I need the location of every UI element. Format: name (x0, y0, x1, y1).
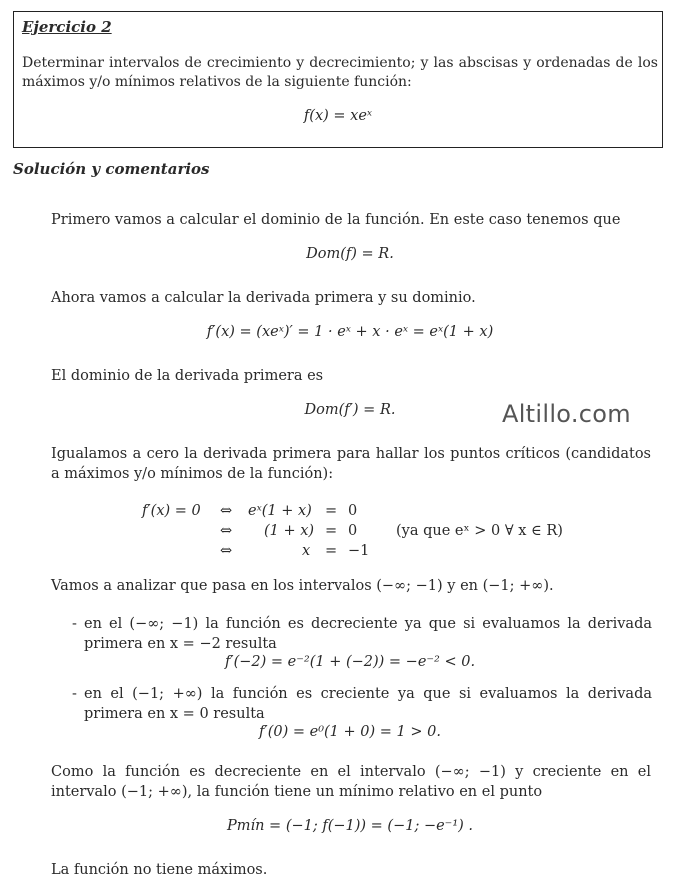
equation-eval-0: f′(0) = e⁰(1 + 0) = 1 > 0. (259, 724, 441, 740)
exercise-box (13, 11, 663, 148)
paragraph-critical-points: Igualamos a cero la derivada primera para hallar los puntos críticos (candidatos a máximos y/o mínimos de la función): (51, 446, 651, 482)
system-row2-mid: (1 + x) (264, 523, 315, 539)
paragraph-no-maximum: La función no tiene máximos. (51, 862, 268, 878)
exercise-formula: f(x) = xeˣ (303, 108, 373, 124)
bullet-decreasing-text: en el (−∞; −1) la función es decreciente ya que si evaluamos la derivada primera en x = −2 resulta (84, 616, 652, 652)
equation-derivative: f′(x) = (xeˣ)′ = 1 · eˣ + x · eˣ = eˣ(1 + x) (206, 324, 494, 340)
equation-minimum-point: Pmín = (−1; f(−1)) = (−1; −e⁻¹) . (226, 818, 474, 834)
paragraph-conclusion: Como la función es decreciente en el intervalo (−∞; −1) y creciente en el intervalo (−1; +∞), la función tiene un mínimo relativo en el punto (51, 764, 651, 800)
system-row3-eq: = (325, 543, 338, 559)
system-row1-mid: eˣ(1 + x) (248, 503, 312, 519)
system-row2-iff: ⇔ (220, 523, 233, 539)
equation-eval-minus2: f′(−2) = e⁻²(1 + (−2)) = −e⁻² < 0. (224, 654, 476, 670)
bullet-increasing (72, 684, 652, 724)
paragraph-domain: Primero vamos a calcular el dominio de la función. En este caso tenemos que (51, 212, 621, 228)
paragraph-derivative-domain: El dominio de la derivada primera es (51, 368, 324, 384)
paragraph-derivative: Ahora vamos a calcular la derivada primera y su dominio. (51, 290, 476, 306)
system-row3-iff: ⇔ (220, 543, 233, 559)
bullet-dash-2: - (72, 686, 77, 702)
bullet-decreasing (72, 614, 652, 654)
system-row2-note: (ya que eˣ > 0 ∀ x ∈ R) (396, 523, 563, 539)
system-row1-eq: = (325, 503, 338, 519)
system-row1-lhs: f′(x) = 0 (142, 503, 201, 519)
equation-domain: Dom(f) = R. (306, 246, 394, 262)
paragraph-intervals: Vamos a analizar que pasa en los intervalos (−∞; −1) y en (−1; +∞). (51, 578, 554, 594)
system-row3-rhs: −1 (348, 543, 370, 559)
equation-derivative-domain: Dom(f′) = R. (304, 402, 396, 418)
bullet-dash-1: - (72, 616, 77, 632)
exercise-title: Ejercicio 2 (22, 18, 112, 36)
exercise-statement: Determinar intervalos de crecimiento y decrecimiento; y las abscisas y ordenadas de los máximos y/o mínimos relativos de la siguiente función: (22, 55, 658, 90)
system-row1-rhs: 0 (348, 503, 358, 519)
watermark-logo: Altillo.com (502, 400, 631, 428)
system-row1-iff: ⇔ (220, 503, 233, 519)
solution-title: Solución y comentarios (13, 160, 210, 178)
system-row2-eq: = (325, 523, 338, 539)
bullet-increasing-text: en el (−1; +∞) la función es creciente ya que si evaluamos la derivada primera en x = 0 resulta (84, 686, 652, 722)
system-row3-mid: x (302, 543, 311, 559)
system-row2-rhs: 0 (348, 523, 358, 539)
